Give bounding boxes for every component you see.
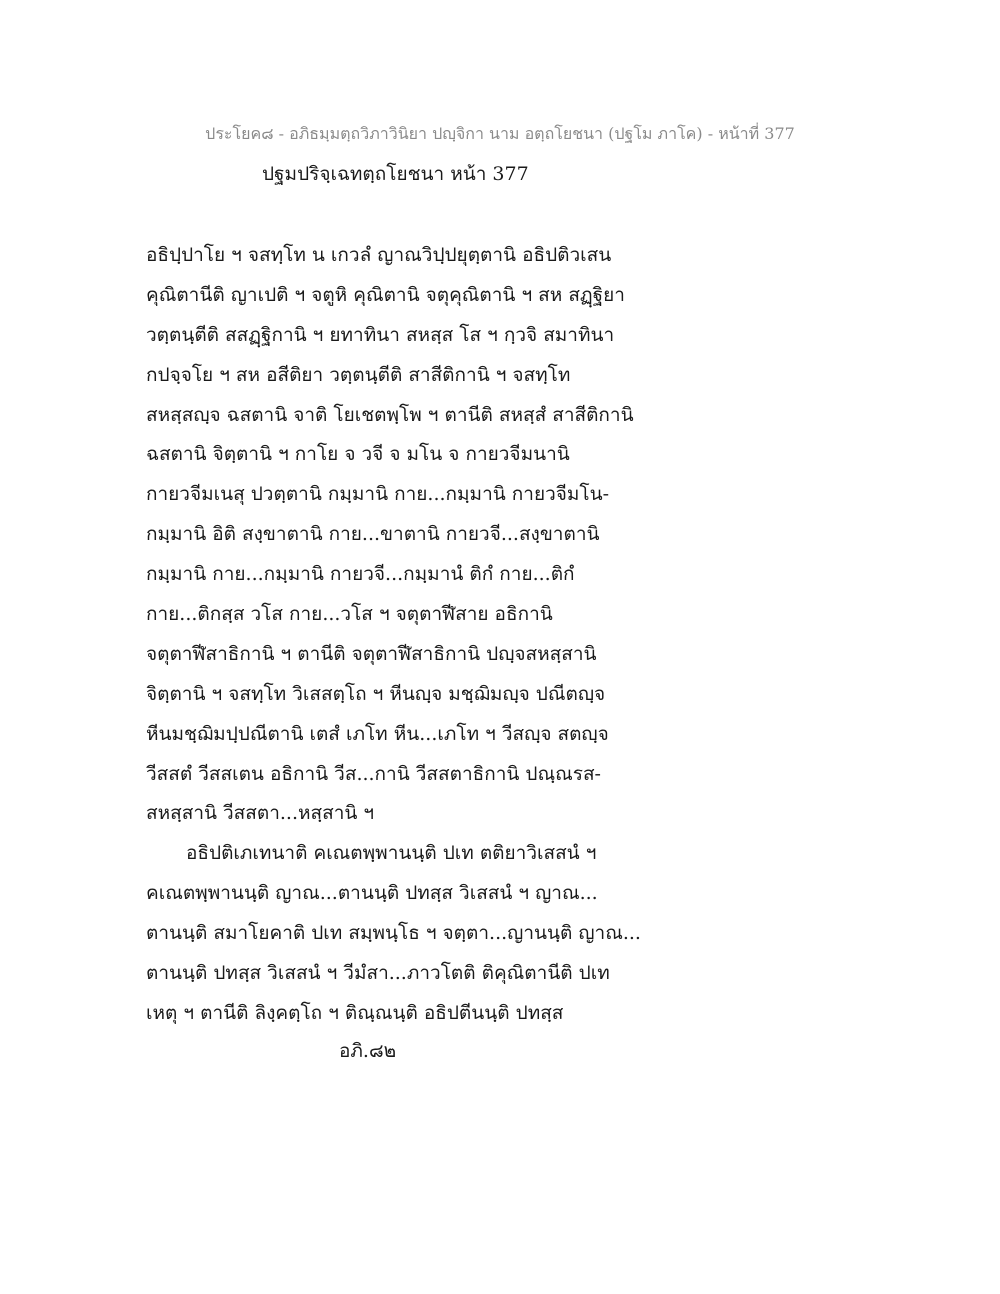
text-line: กปจฺจโย ฯ สห อสีติยา วตฺตนฺตีติ สาสีติกานิ ฯ จสทฺโท	[146, 363, 571, 386]
body-text	[146, 236, 706, 1034]
running-header: ประโยค๘ - อภิธมฺมตฺถวิภาวินิยา ปญฺจิกา นาม อตฺถโยชนา (ปฐโม ภาโค) - หน้าที่ 377	[205, 124, 795, 143]
folio-signature: อภิ.๘๒	[339, 1040, 397, 1062]
text-line: วตฺตนฺตีติ สสฏฺฐิกานิ ฯ ยทาทินา สหสฺส โส ฯ กฺวจิ สมาทินา	[146, 323, 615, 346]
text-line: สหสฺสานิ วีสสตา...หสฺสานิ ฯ	[146, 802, 375, 825]
text-line: กาย...ติกสฺส วโส กาย...วโส ฯ จตุตาฬีสาย อธิกานิ	[146, 603, 553, 626]
text-line: หีนมชฺฌิมปฺปณีตานิ เตสํ เภโท หีน...เภโท ฯ วีสญฺจ สตญฺจ	[146, 722, 609, 745]
page-subtitle: ปฐมปริจฺเฉทตฺถโยชนา หน้า 377	[262, 163, 529, 185]
text-line: จิตฺตานิ ฯ จสทฺโท วิเสสตฺโถ ฯ หีนญฺจ มชฺฌิมญฺจ ปณีตญฺจ	[146, 682, 606, 705]
text-line: วีสสตํ วีสสเตน อธิกานิ วีส...กานิ วีสสตาธิกานิ ปณฺณรส-	[146, 762, 601, 785]
text-line: เหตุ ฯ ตานีติ ลิงฺคตฺโถ ฯ ติณฺณนฺติ อธิปตีนนฺติ ปทสฺส	[146, 1001, 564, 1024]
text-line: คเณตพฺพานนฺติ ญาณ...ตานนฺติ ปทสฺส วิเสสนํ ฯ ญาณ...	[146, 882, 598, 905]
text-line: จตุตาฬีสาธิกานิ ฯ ตานีติ จตุตาฬีสาธิกานิ ปญฺจสหสฺสานิ	[146, 642, 597, 665]
text-line: ตานนฺติ ปทสฺส วิเสสนํ ฯ วีมํสา...ภาวโตติ ติคุณิตานีติ ปเท	[146, 962, 610, 985]
text-line: อธิปฺปาโย ฯ จสทฺโท น เกวลํ ญาณวิปฺปยุตฺตานิ อธิปติวเสน	[146, 244, 612, 266]
paragraph-start-line: อธิปติเภเทนาติ คเณตพฺพานนฺติ ปเท ตติยาวิเสสนํ ฯ	[186, 842, 597, 865]
text-line: ตานนฺติ สมาโยคาติ ปเท สมฺพนฺโธ ฯ จตฺตา...ญานนฺติ ญาณ...	[146, 922, 641, 945]
text-line: คุณิตานีติ ญาเปติ ฯ จตูหิ คุณิตานิ จตุคุณิตานิ ฯ สห สฏฺฐิยา	[146, 283, 625, 306]
text-line: กมฺมานิ อิติ สงฺขาตานิ กาย...ขาตานิ กายวจี...สงฺขาตานิ	[146, 523, 600, 546]
text-line: กายวจีมเนสุ ปวตฺตานิ กมฺมานิ กาย...กมฺมานิ กายวจีมโน-	[146, 483, 610, 506]
text-line: กมฺมานิ กาย...กมฺมานิ กายวจี...กมฺมานํ ติกํ กาย...ติกํ	[146, 563, 575, 586]
text-line: สหสฺสญฺจ ฉสตานิ จาติ โยเชตพฺโพ ฯ ตานีติ สหสฺสํ สาสีติกานิ	[146, 403, 634, 426]
text-line: ฉสตานิ จิตฺตานิ ฯ กาโย จ วจี จ มโน จ กายวจีมนานิ	[146, 443, 570, 466]
